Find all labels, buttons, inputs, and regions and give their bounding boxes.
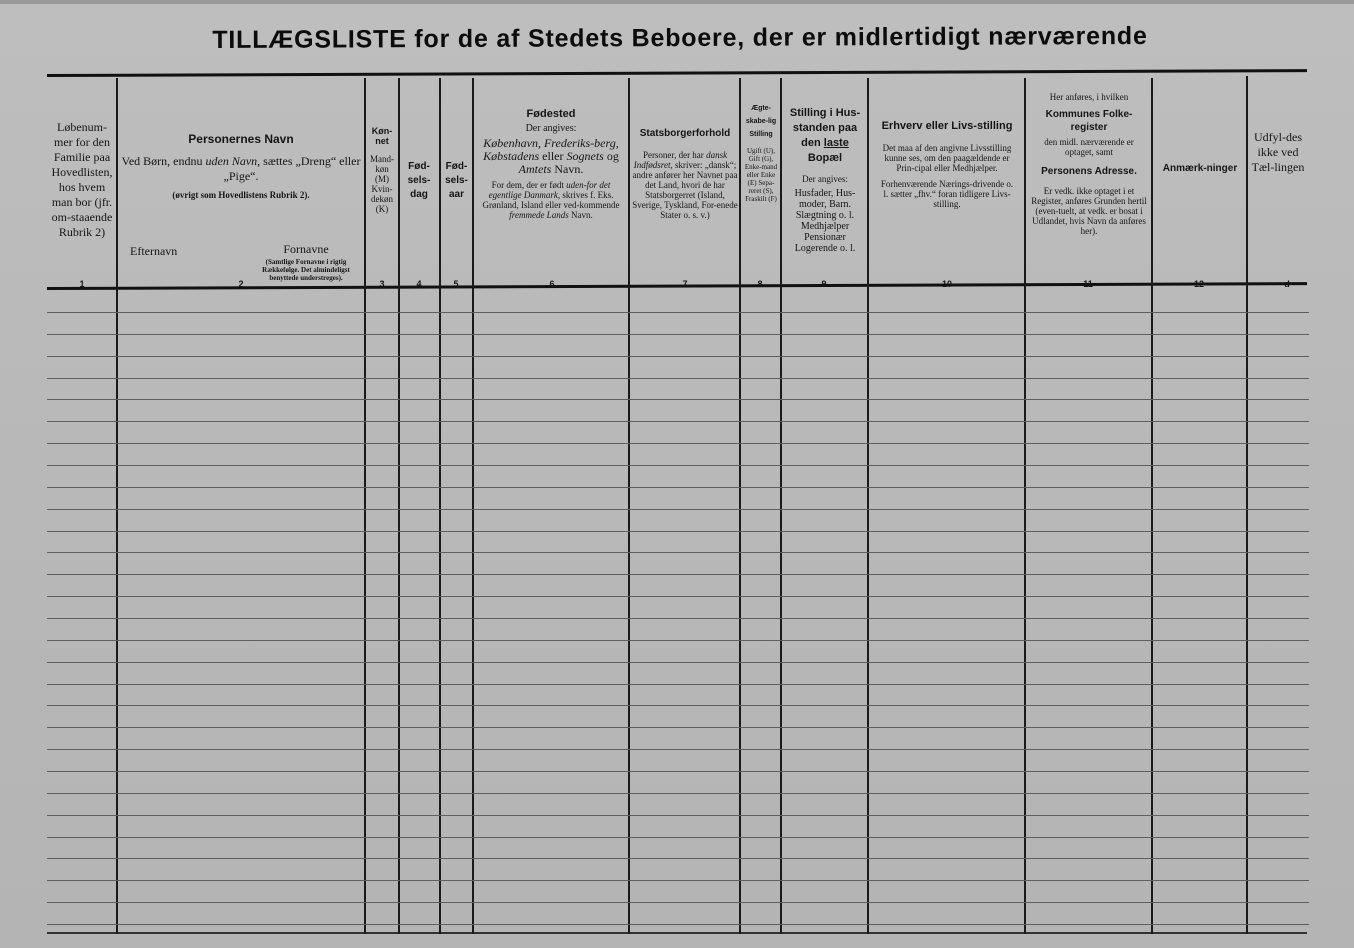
column-6-italic-3: Amtets	[518, 162, 552, 176]
column-5-header: Fød-sels-aar	[445, 161, 468, 200]
column-divider-12	[1246, 76, 1248, 934]
column-9-heading	[784, 106, 866, 166]
column-divider-11	[1151, 78, 1153, 934]
entry-row-line	[47, 399, 1309, 400]
column-number-11: 11	[1083, 279, 1093, 289]
column-number-1: 1	[79, 279, 85, 289]
column-7-text-italic: dansk Indfødsret,	[633, 150, 728, 170]
column-divider-4	[439, 78, 441, 934]
column-6-text-2-italic-2: fremmede Lands	[509, 210, 569, 220]
column-3-header	[366, 126, 398, 214]
table-bottom-rule	[47, 932, 1307, 934]
column-divider-5	[472, 78, 474, 934]
column-9-header	[782, 106, 868, 254]
entry-row-line	[47, 596, 1309, 597]
header-top-rule	[47, 69, 1307, 77]
column-9-heading-underlined: laste	[823, 137, 849, 149]
entry-row-line	[47, 793, 1309, 794]
column-3-heading: Køn-net	[371, 126, 393, 146]
column-2-heading: Personernes Navn	[188, 132, 294, 146]
column-2-instruction-b: , sættes „Dreng“ eller „Pige“.	[223, 154, 361, 183]
column-11-header	[1027, 92, 1151, 236]
entry-row-line	[47, 815, 1309, 816]
entry-row-line	[47, 574, 1309, 575]
column-9-text: Husfader, Hus-moder, Barn. Slægtning o. l. Medhjælper Pensionær Logerende o. l.	[794, 188, 856, 254]
column-6-text-2a: For dem, der er født	[491, 180, 567, 190]
column-6-plain-1: eller	[539, 149, 567, 163]
column-9-sub: Der angives:	[802, 174, 848, 184]
column-number-2: 2	[238, 279, 244, 289]
column-8-heading: Ægte-skabe-lig Stilling	[745, 105, 777, 138]
entry-row-line	[47, 640, 1309, 641]
scan-top-edge	[0, 0, 1354, 4]
column-d-header: Udfyl-des ikke ved Tæl-lingen	[1251, 130, 1305, 174]
column-6-text-2c: Navn.	[568, 210, 593, 220]
entry-row-line	[47, 749, 1309, 750]
column-number-d: d	[1284, 279, 1290, 289]
column-number-3: 3	[379, 279, 385, 289]
column-6-text	[478, 137, 624, 176]
column-9-heading-b: Bopæl	[807, 152, 843, 164]
entry-row-line	[47, 531, 1309, 532]
column-number-5: 5	[453, 279, 459, 289]
column-2-note: (øvrigt som Hovedlistens Rubrik 2).	[172, 190, 310, 200]
column-11-top: Her anføres, i hvilken	[1049, 92, 1129, 102]
column-6-plain-3: Navn.	[551, 162, 584, 176]
column-8-text: Ugift (U), Gift (G), Enke-mand eller Enke (E) Sepa-reret (S), Fraskilt (F)	[744, 147, 778, 203]
entry-row-line	[47, 334, 1309, 335]
entry-row-line	[47, 837, 1309, 838]
column-number-7: 7	[682, 279, 688, 289]
column-6-text-2b: skrives f. Eks. Grønland, Island eller ved-kommende	[482, 190, 620, 210]
column-divider-3	[398, 78, 400, 934]
column-6-sub: Der angives:	[525, 123, 577, 134]
column-6-italic-1: København, Frederiks-berg, Købstadens	[483, 136, 619, 163]
column-divider-1	[116, 78, 118, 934]
column-2-instruction-italic: uden Navn	[205, 154, 258, 168]
column-12-header: Anmærk-ninger	[1162, 163, 1238, 174]
column-11-heading: Kommunes Folke-register	[1045, 109, 1133, 133]
entry-row-line	[47, 662, 1309, 663]
entry-row-line	[47, 727, 1309, 728]
column-number-8: 8	[757, 279, 763, 289]
entry-row-line	[47, 771, 1309, 772]
entry-row-line	[47, 924, 1309, 925]
entry-row-line	[47, 858, 1309, 859]
column-7-text	[632, 150, 738, 220]
column-number-10: 10	[941, 279, 952, 289]
column-number-4: 4	[416, 279, 422, 289]
column-11-heading-2: Personens Adresse.	[1041, 166, 1137, 177]
entry-row-line	[47, 421, 1309, 422]
column-1-header: Løbenum-mer for den Familie paa Hovedlisten, hos hvem man bor (jfr. om-staaende Rubrik 2)	[51, 120, 113, 239]
column-number-12: 12	[1193, 279, 1204, 289]
entry-row-line	[47, 880, 1309, 881]
entry-row-line	[47, 378, 1309, 379]
column-6-heading: Fødested	[526, 108, 576, 120]
column-11-sub: den midl. nærværende er optaget, samt	[1044, 137, 1134, 157]
column-8-header	[741, 102, 781, 203]
column-3-text: Mand-køn (M) Kvin-dekøn (K)	[370, 154, 394, 214]
column-6-plain-2: og	[603, 149, 619, 163]
entry-row-line	[47, 902, 1309, 903]
entry-row-line	[47, 705, 1309, 706]
column-6-header	[476, 108, 626, 220]
column-2-firstnames-label: Fornavne	[283, 242, 329, 256]
entry-row-line	[47, 487, 1309, 488]
column-2-header	[119, 133, 363, 200]
column-2-instruction	[121, 154, 361, 184]
column-number-9: 9	[821, 279, 827, 289]
column-10-heading: Erhverv eller Livs-stilling	[881, 120, 1013, 132]
column-2-surname-label: Efternavn	[130, 244, 178, 258]
column-4-header: Fød-sels-dag	[407, 161, 431, 200]
column-10-header	[876, 117, 1018, 209]
column-7-text-a: Personer, der har	[642, 150, 707, 160]
entry-row-line	[47, 356, 1309, 357]
entry-row-line	[47, 684, 1309, 685]
column-6-italic-2: Sognets	[566, 149, 604, 163]
column-6-text-2	[478, 180, 624, 220]
column-7-header	[630, 127, 740, 220]
column-7-heading: Statsborgerforhold	[639, 128, 731, 139]
column-2-instruction-a: Ved Børn, endnu	[121, 154, 206, 168]
column-10-text-1: Det maa af den angivne Livsstilling kunne ses, om den paagældende er Prin-cipal eller Medhjælper.	[882, 143, 1012, 173]
column-2-firstnames-note: (Samtlige Fornavne i rigtig Rækkefølge. Det almindeligst benyttede understreges).	[262, 258, 350, 282]
column-10-text-2: Forhenværende Nærings-drivende o. l. sætter „fhv.“ foran tidligere Livs-stilling.	[880, 179, 1014, 209]
column-11-text: Er vedk. ikke optaget i et Register, anføres Grunden hertil (even-tuelt, at vedk. er bosat i Udlandet, hvis Navn da anføres her).	[1031, 186, 1147, 236]
column-6-text-2-italic: uden-for det egentlige Danmark,	[488, 180, 611, 200]
entry-row-line	[47, 465, 1309, 466]
form-title: TILLÆGSLISTE for de af Stedets Beboere, der er midlertidigt nærværende	[212, 21, 1148, 55]
column-7-text-b: skriver: „dansk“; andre anfører her Navnet paa det Land, hvori de har Statsborgerret (Island, Sverige, Tyskland, For-enede Stater o. s. v.)	[632, 160, 738, 220]
entry-row-line	[47, 312, 1309, 313]
entry-row-line	[47, 443, 1309, 444]
entry-row-line	[47, 618, 1309, 619]
entry-row-line	[47, 509, 1309, 510]
column-divider-10	[1024, 78, 1026, 934]
entry-row-line	[47, 552, 1309, 553]
column-number-6: 6	[549, 279, 555, 289]
column-9-heading-a: Stilling i Hus-standen paa den	[789, 107, 861, 149]
